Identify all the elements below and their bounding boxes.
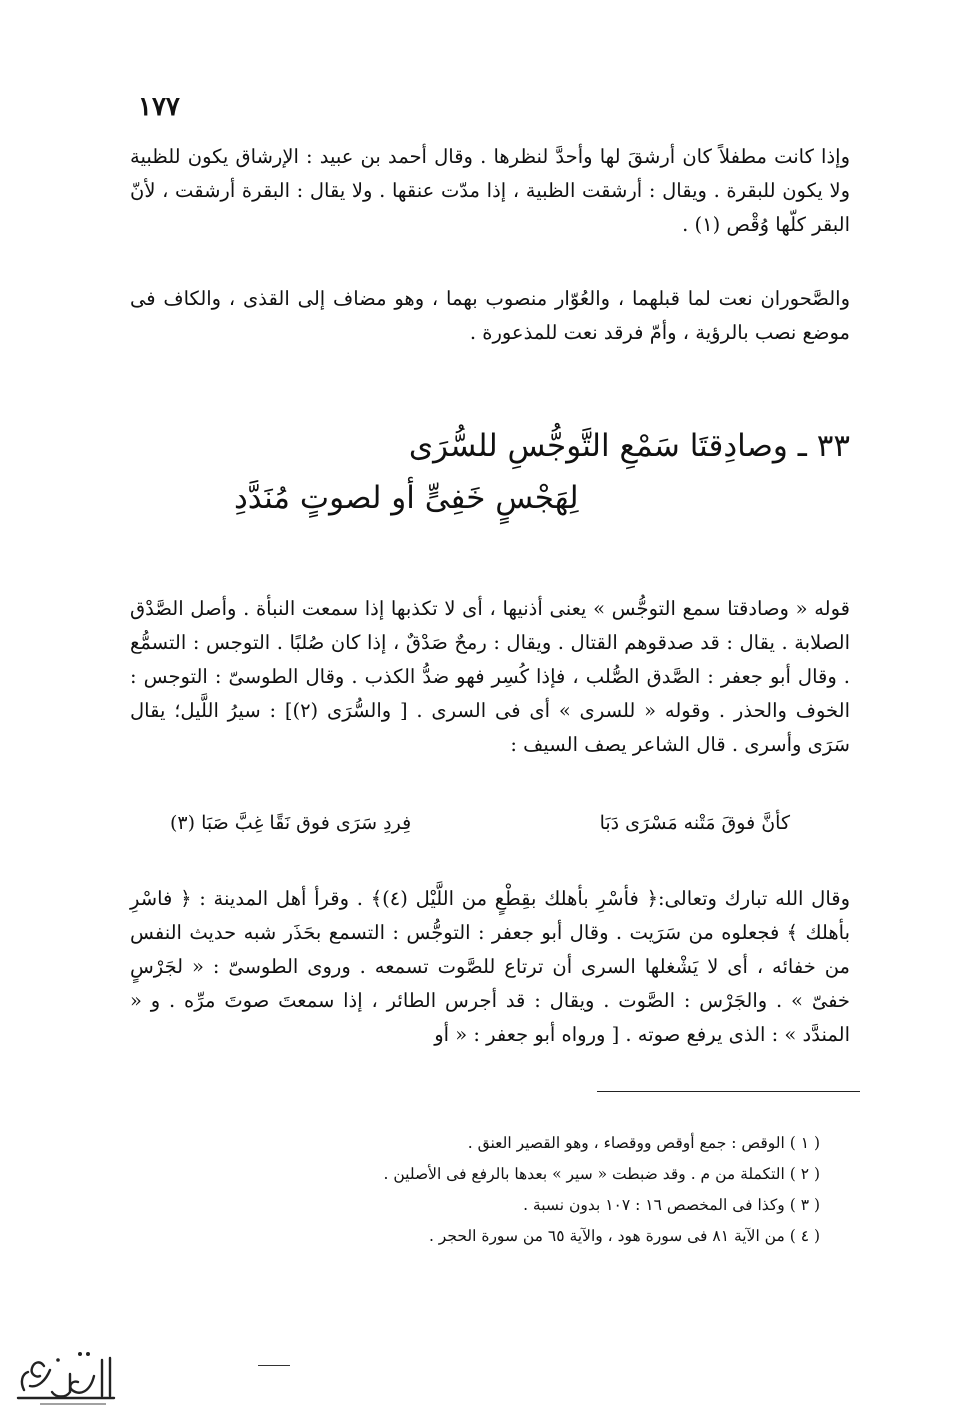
page-number: ١٧٧ [138, 92, 180, 122]
poem-first-hemistich: ٣٣ ـ وصادِقتَا سَمْعِ التَّوجُّسِ للسُّرَى [408, 428, 850, 464]
footnote-2: ( ٢ ) التكملة من م . وقد ضبطت « سير » بعدها بالرفع فى الأصلين . [383, 1165, 820, 1183]
commentary-paragraph-2 [130, 282, 850, 350]
footnote-3: ( ٣ ) وكذا فى المخصص ١٦ : ١٠٧ بدون نسبة . [523, 1196, 820, 1214]
paragraph-text: قوله « وصادقتا سمع التوجُّس » يعنى أذنيها ، أى لا تكذبها إذا سمعت النبأة . وأصل الصَّدْق الصلابة . يقال : قد صدقوهم القتال . ويقال : رمحٌ صَدْقٌ ، إذا كان صُلبًا . التوجس : التسمُّع . وقال أبو جعفر : الصَّدق الصُّلب ، فإذا كُسِر فهو ضدُّ الكذب . وقال الطوسىّ : التوجس : الخوف والحذر . وقوله « للسرى » أى فى السرى . [ والسُّرَى (٢)] : سيرُ اللَّيل؛ يقال سَرَى وأسرى . قال الشاعر يصف السيف : [130, 597, 850, 756]
commentary-paragraph-4 [130, 882, 850, 1052]
quoted-verse [170, 812, 790, 834]
footnote-1: ( ١ ) الوقص : جمع أوقص ووقصاء ، وهو القصير العنق . [467, 1134, 820, 1152]
poem-second-hemistich: لِهَجْسٍ خَفِىٍّ أو لصوتٍ مُنَدَّدِ [234, 480, 579, 516]
paragraph-text: وإذا كانت مطفلاً كان أرشقَ لها وأحدَّ لنظرها . وقال أحمد بن عبيد : الإرشاق يكون للظبية ولا يكون للبقرة . ويقال : أرشقت الظبية ، إذا مدّت عنقها . ولا يقال : البقرة أرشقت ، لأنّ البقر كلّها وُقْص (١) . [130, 145, 850, 236]
commentary-paragraph-3 [130, 592, 850, 762]
footnotes [250, 1128, 820, 1252]
paragraph-text: والصَّحوران نعت لما قبلهما ، والعُوّار منصوب بهما ، وهو مضاف إلى القذى ، والكاف فى موضع نصب بالرؤية ، وأمّ فرقد نعت للمذعورة . [130, 287, 850, 344]
footnote-divider [597, 1091, 860, 1092]
bottom-dash [258, 1365, 290, 1366]
footnote-4: ( ٤ ) من الآية ٨١ فى سورة هود ، والآية ٦٥ من سورة الحجر . [428, 1227, 820, 1245]
poem-verse-33 [200, 420, 850, 524]
calligraphy-stamp-logo [10, 1340, 120, 1410]
commentary-paragraph-1 [130, 140, 850, 242]
paragraph-text: وقال الله تبارك وتعالى:﴿ فأسْرِ بأهلك بقِطْعٍ من اللَّيْل (٤)﴾ . وقرأ أهل المدينة : ﴿ فاسْرِ بأهلك ﴾ فجعلوه من سَرَيت . وقال أبو جعفر : التوجُّس : التسمع بحَذَر شبه حديث النفس من خفائه ، أى لا يَشْغلها السرى أن ترتاع للصَّوت تسمعه . وروى الطوسىّ : « لجَرْسٍ خفىّ » . والجَرْس : الصَّوت . ويقال : قد أجرس الطائر ، إذا سمعتَ صوتَ مرِّه . و « المندَّد » : الذى يرفع صوته . [ ورواه أبو جعفر : « أو [130, 887, 851, 1046]
quoted-verse-second-half: فِردِ سَرَى فوق نَقًا غِبَّ صَبَا (٣) [170, 812, 412, 834]
quoted-verse-first-half: كأنَّ فوقَ مَتْنه مَسْرَى دَبَا [599, 812, 790, 834]
